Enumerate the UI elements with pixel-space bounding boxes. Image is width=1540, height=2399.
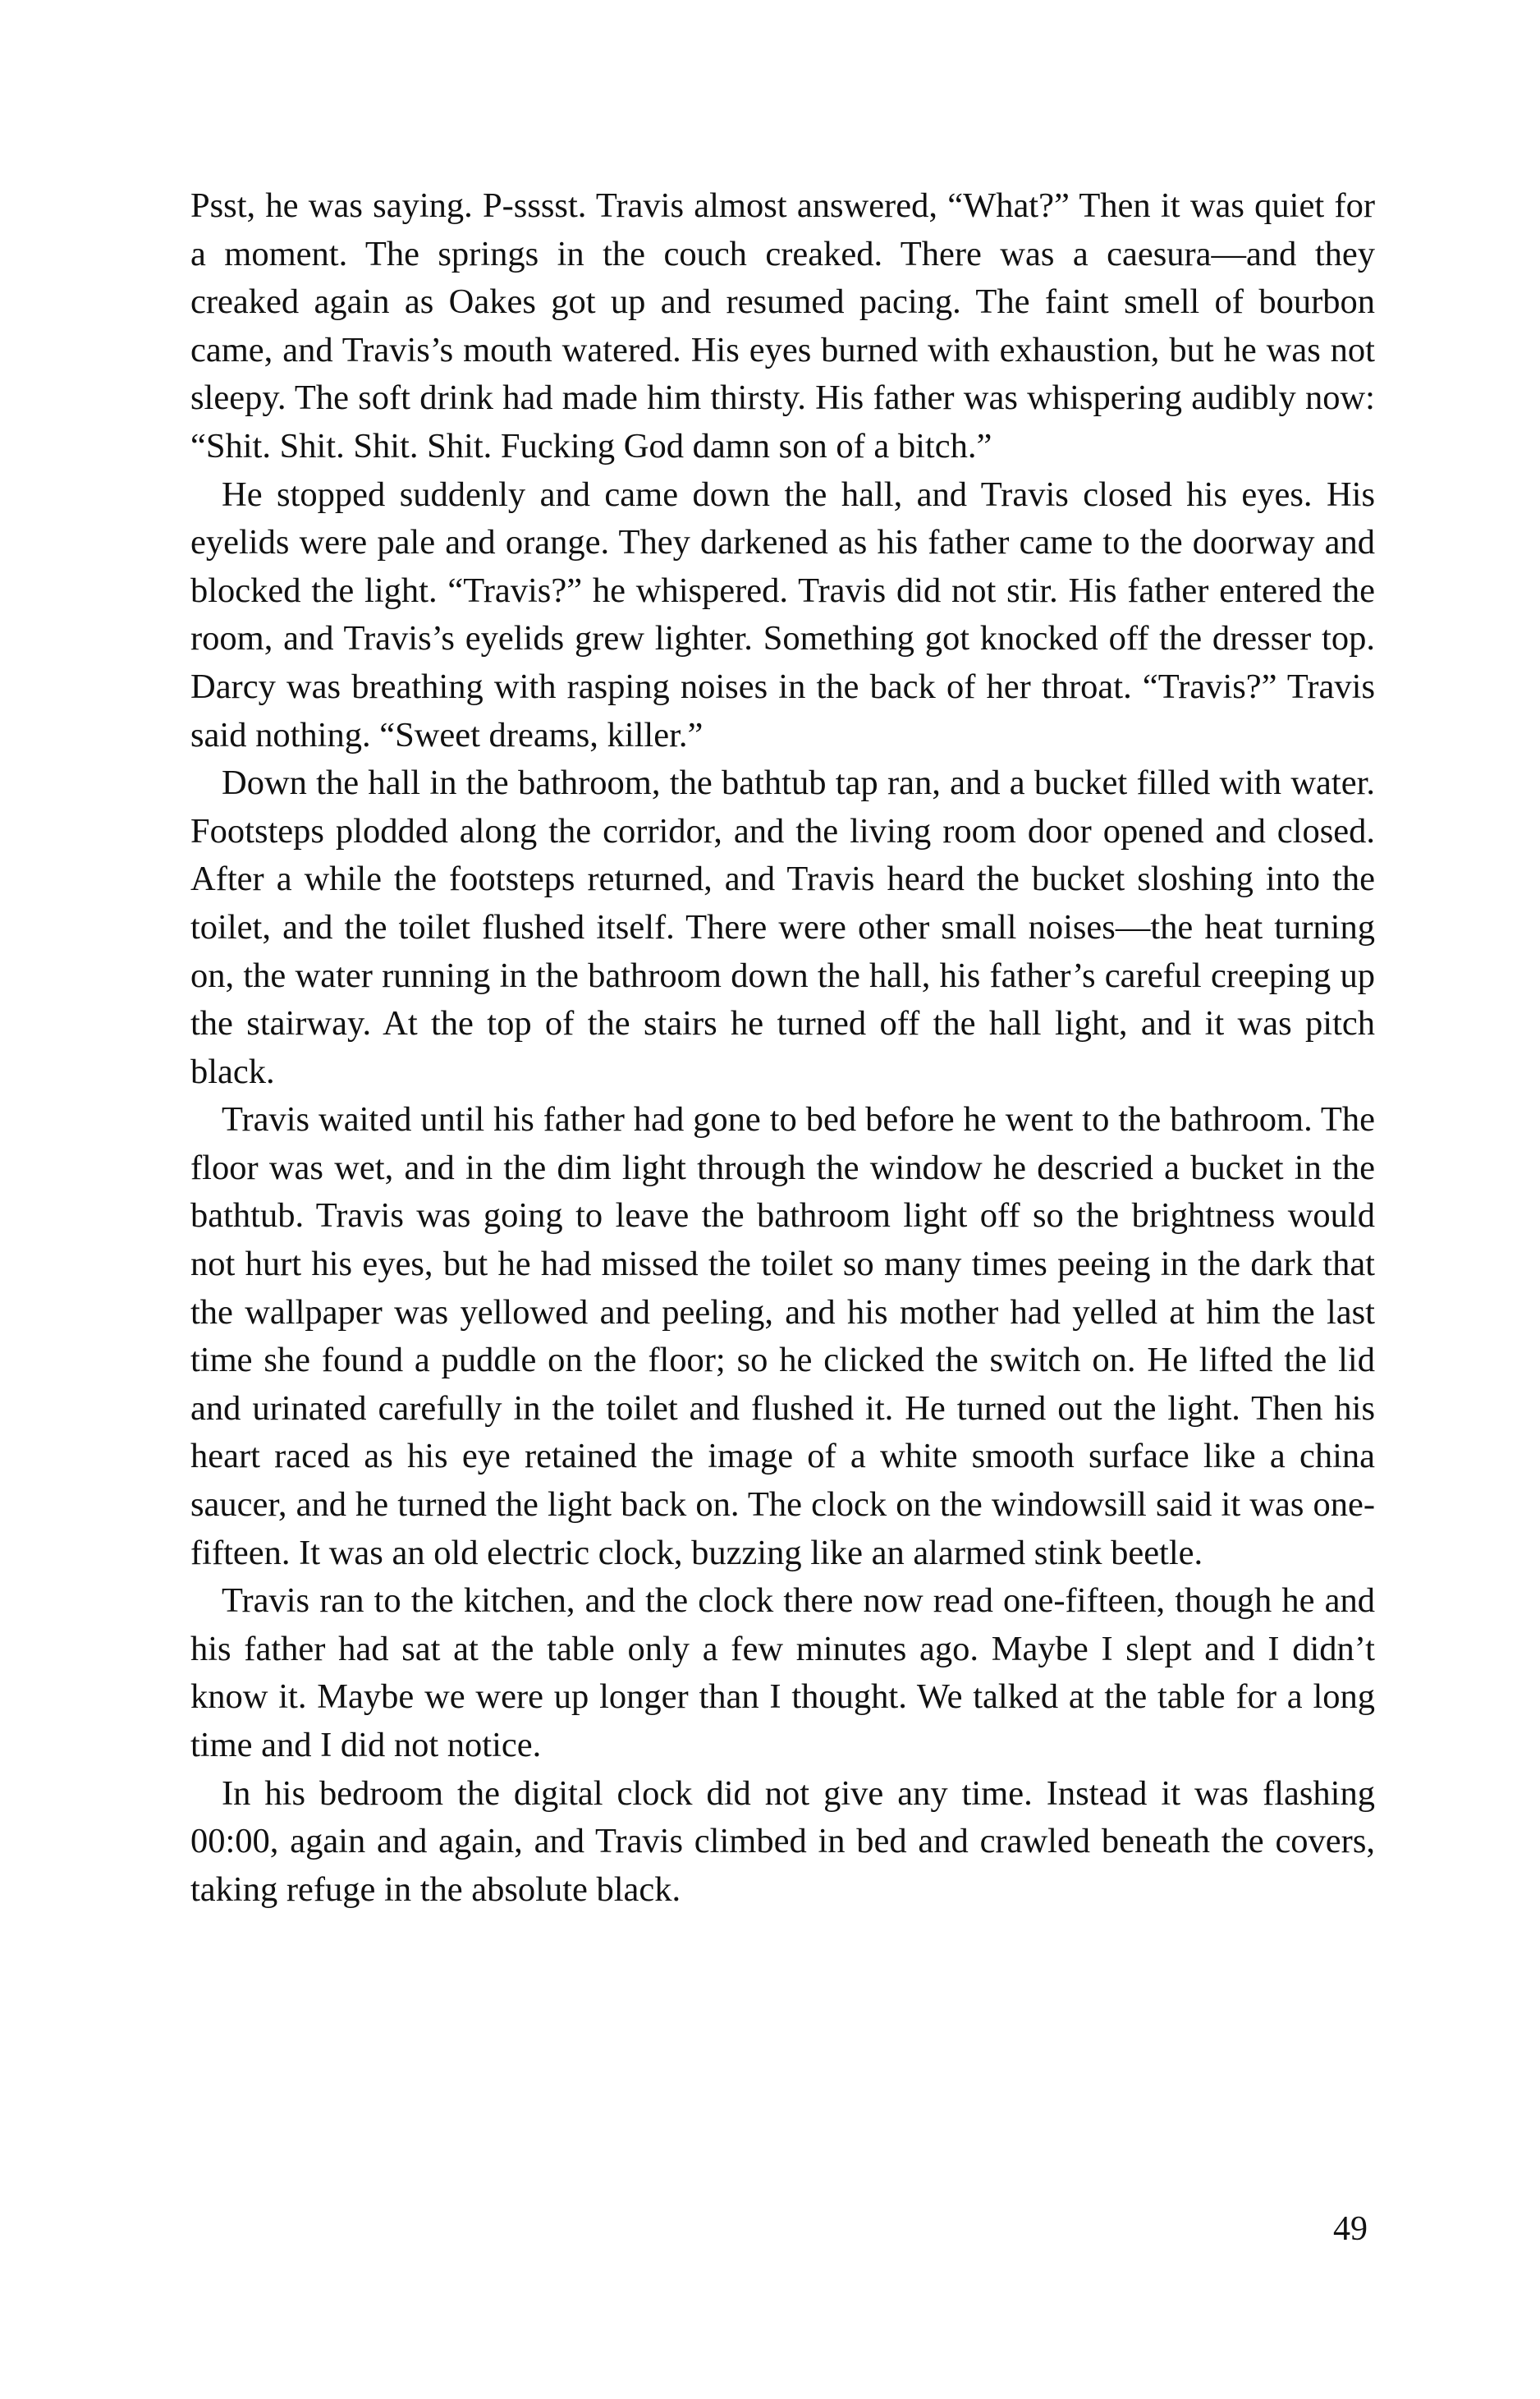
paragraph-4: Travis waited until his father had gone to bed before he went to the bathroom. The floor was wet, and in the dim light through the window he descried a bucket in the bathtub. Travis was going to leave the bathroom light off so the brightness would not hurt his eyes, but he had missed the toilet so many times peeing in the dark that the wallpaper was yellowed and peeling, and his mother had yelled at him the last time she found a puddle on the floor; so he clicked the switch on. He lifted the lid and urinated carefully in the toilet and flushed it. He turned out the light. Then his heart raced as his eye retained the image of a white smooth surface like a china saucer, and he turned the light back on. The clock on the windowsill said it was one-fifteen. It was an old electric clock, buzzing like an alarmed stink beetle. [190,1100,1375,1572]
paragraph-2: He stopped suddenly and came down the hall, and Travis closed his eyes. His eyelids were pale and orange. They darkened as his father came to the doorway and blocked the light. “Travis?” he whispered. Travis did not stir. His father entered the room, and Travis’s eyelids grew lighter. Something got knocked off the dresser top. Darcy was breathing with rasping noises in the back of her throat. “Travis?” Travis said nothing. “Sweet dreams, killer.” [190,475,1375,755]
paragraph-3: Down the hall in the bathroom, the bathtub tap ran, and a bucket filled with water. Footsteps plodded along the corridor, and the living room door opened and closed. After a while the footsteps returned, and Travis heard the bucket sloshing into the toilet, and the toilet flushed itself. There were other small noises—the heat turning on, the water running in the bathroom down the hall, his father’s careful creeping up the stairway. At the top of the stairs he turned off the hall light, and it was pitch black. [190,764,1375,1091]
paragraph-5: Travis ran to the kitchen, and the clock there now read one-fifteen, though he and his father had sat at the table only a few minutes ago. Maybe I slept and I didn’t know it. Maybe we were up longer than I thought. We talked at the table for a long time and I did not notice. [190,1581,1375,1764]
paragraph-1: Psst, he was saying. P-sssst. Travis almost answered, “What?” Then it was quiet for a moment. The springs in the couch creaked. There was a caesura—and they creaked again as Oakes got up and resumed pacing. The faint smell of bourbon came, and Travis’s mouth watered. His eyes burned with exhaustion, but he was not sleepy. The soft drink had made him thirsty. His father was whispering audibly now: “Shit. Shit. Shit. Shit. Fucking God damn son of a bitch.” [190,186,1375,466]
paragraph-6: In his bedroom the digital clock did not give any time. Instead it was flashing 00:00, again and again, and Travis climbed in bed and crawled beneath the covers, taking refuge in the absolute black. [190,1773,1375,1909]
page-number: 49 [1333,2210,1368,2248]
body-text [190,182,1375,1914]
